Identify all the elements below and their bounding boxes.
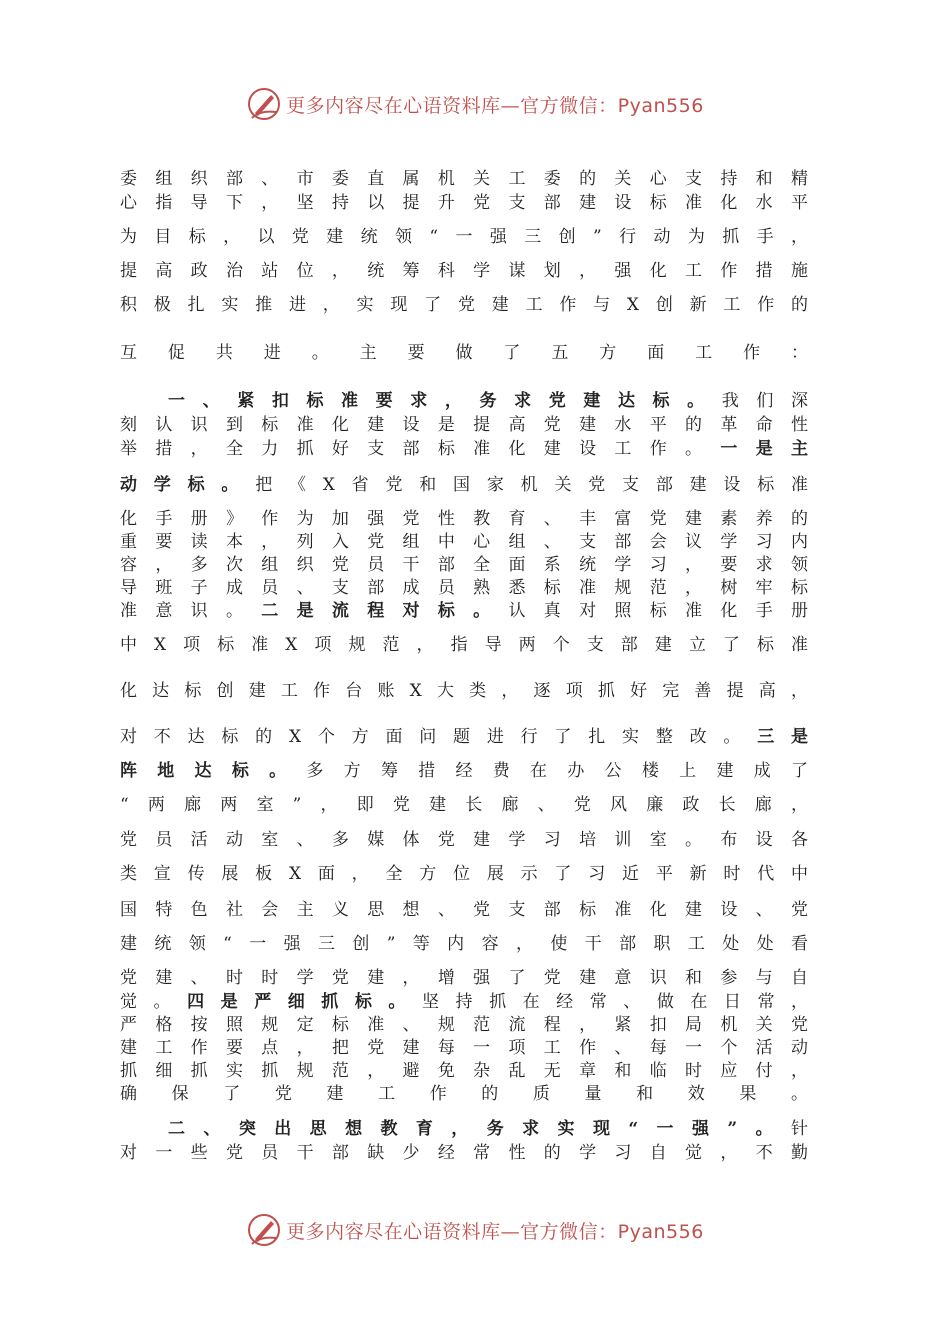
text-line [120,933,808,956]
bold-text-segment: 三是 [757,727,808,747]
text-line [120,760,808,783]
text-line [120,438,808,461]
text-segment: 认真对照标准化手册 [508,601,809,621]
bold-text-segment: 一、紧扣标准要求，务求党建达标。 [168,391,722,411]
text-line [120,991,808,1014]
text-line [120,899,808,922]
text-segment: 提高政治站位，统筹科学谋划，强化工作措施 [120,261,808,281]
text-segment: 心指导下，坚持以提升党支部建设标准化水平 [120,193,808,213]
text-line [120,474,808,497]
text-line [120,226,808,249]
banner-text: 更多内容尽在心语资料库—官方微信：Pyan556 [286,94,704,117]
text-line [120,260,808,283]
text-segment: 对一些党员干部缺少经常性的学习自觉，不勤 [120,1143,808,1163]
text-segment: 为目标，以党建统领“一强三创”行动为抓手， [120,227,808,247]
text-line [120,680,808,703]
text-line [120,342,808,365]
text-segment: 导班子成员、支部成员熟悉标准规范，树牢标 [120,578,808,598]
bold-text-segment: 动学标。 [120,475,256,495]
text-segment: 党建、时时学党建，增强了党建意识和参与自 [120,968,808,988]
text-segment: 准意识。 [120,601,262,621]
text-line [120,168,808,191]
text-segment: 坚持抓在经常、做在日常， [421,992,809,1012]
text-segment: 委组织部、市委直属机关工委的关心支持和精 [120,169,808,189]
bold-text-segment: 一是主 [720,439,809,459]
text-line [120,508,808,531]
text-segment: 多方筹措经费在办公楼上建成了 [306,761,809,781]
text-line [168,1118,808,1141]
text-line [120,967,808,990]
text-segment: 化手册》作为加强党性教育、丰富党建素养的 [120,509,808,529]
text-segment: 积极扎实推进，实现了党建工作与X创新工作的 [120,295,808,315]
pen-seal-logo-icon [246,86,282,122]
text-segment: 国特色社会主义思想、党支部标准化建设、党 [120,900,808,920]
header-watermark-banner [0,84,950,124]
text-segment: 严格按照规定标准、规范流程，紧扣局机关党 [120,1015,808,1035]
text-line [168,390,808,413]
text-segment: 觉。 [120,992,188,1012]
text-segment: 针 [791,1119,808,1139]
bold-text-segment: 四是严细抓标。 [187,992,422,1012]
text-segment: 党员活动室、多媒体党建学习培训室。布设各 [120,830,808,850]
text-line [120,414,808,437]
text-segment: 互促共进。主要做了五方面工作： [120,343,808,363]
text-line [120,726,808,749]
text-segment: 重要读本，列入党组中心组、支部会议学习内 [120,532,808,552]
text-line [120,192,808,215]
text-line [120,829,808,852]
text-segment: 刻认识到标准化建设是提高党建水平的革命性 [120,415,808,435]
text-segment: 确保了党建工作的质量和效果。 [120,1084,808,1104]
text-segment: 容，多次组织党员干部全面系统学习，要求领 [120,555,808,575]
footer-watermark-banner [0,1210,950,1250]
text-line [120,600,808,623]
text-segment: 化达标创建工作台账X大类，逐项抓好完善提高， [120,681,808,701]
text-line [120,634,808,657]
text-segment: 举措，全力抓好支部标准化建设工作。 [120,439,721,459]
text-segment: 中X项标准X项规范，指导两个支部建立了标准 [120,635,808,655]
text-segment: 建工作要点，把党建每一项工作、每一个活动 [120,1038,808,1058]
text-line [120,1142,808,1165]
text-segment: 我们深 [721,391,809,411]
bold-text-segment: 二、突出思想教育，务求实现“一强”。 [168,1119,791,1139]
text-line [120,294,808,317]
text-segment: 把《X省党和国家机关党支部建设标准 [255,475,809,495]
text-segment: 类宣传展板X面，全方位展示了习近平新时代中 [120,864,808,884]
text-line [120,1014,808,1037]
text-segment: 建统领“一强三创”等内容，使干部职工处处看 [120,934,808,954]
text-line [120,1083,808,1106]
text-line [120,863,808,886]
text-segment: “两廊两室”，即党建长廊、党风廉政长廊， [120,795,808,815]
text-line [120,1060,808,1083]
text-segment: 抓细抓实抓规范，避免杂乱无章和临时应付， [120,1061,808,1081]
text-line [120,577,808,600]
text-line [120,554,808,577]
text-line [120,1037,808,1060]
bold-text-segment: 阵地达标。 [120,761,307,781]
banner-text: 更多内容尽在心语资料库—官方微信：Pyan556 [286,1220,704,1243]
text-line [120,794,808,817]
text-line [120,531,808,554]
pen-seal-logo-icon [246,1212,282,1248]
text-segment: 对不达标的X个方面问题进行了扎实整改。 [120,727,758,747]
bold-text-segment: 二是流程对标。 [261,601,509,621]
